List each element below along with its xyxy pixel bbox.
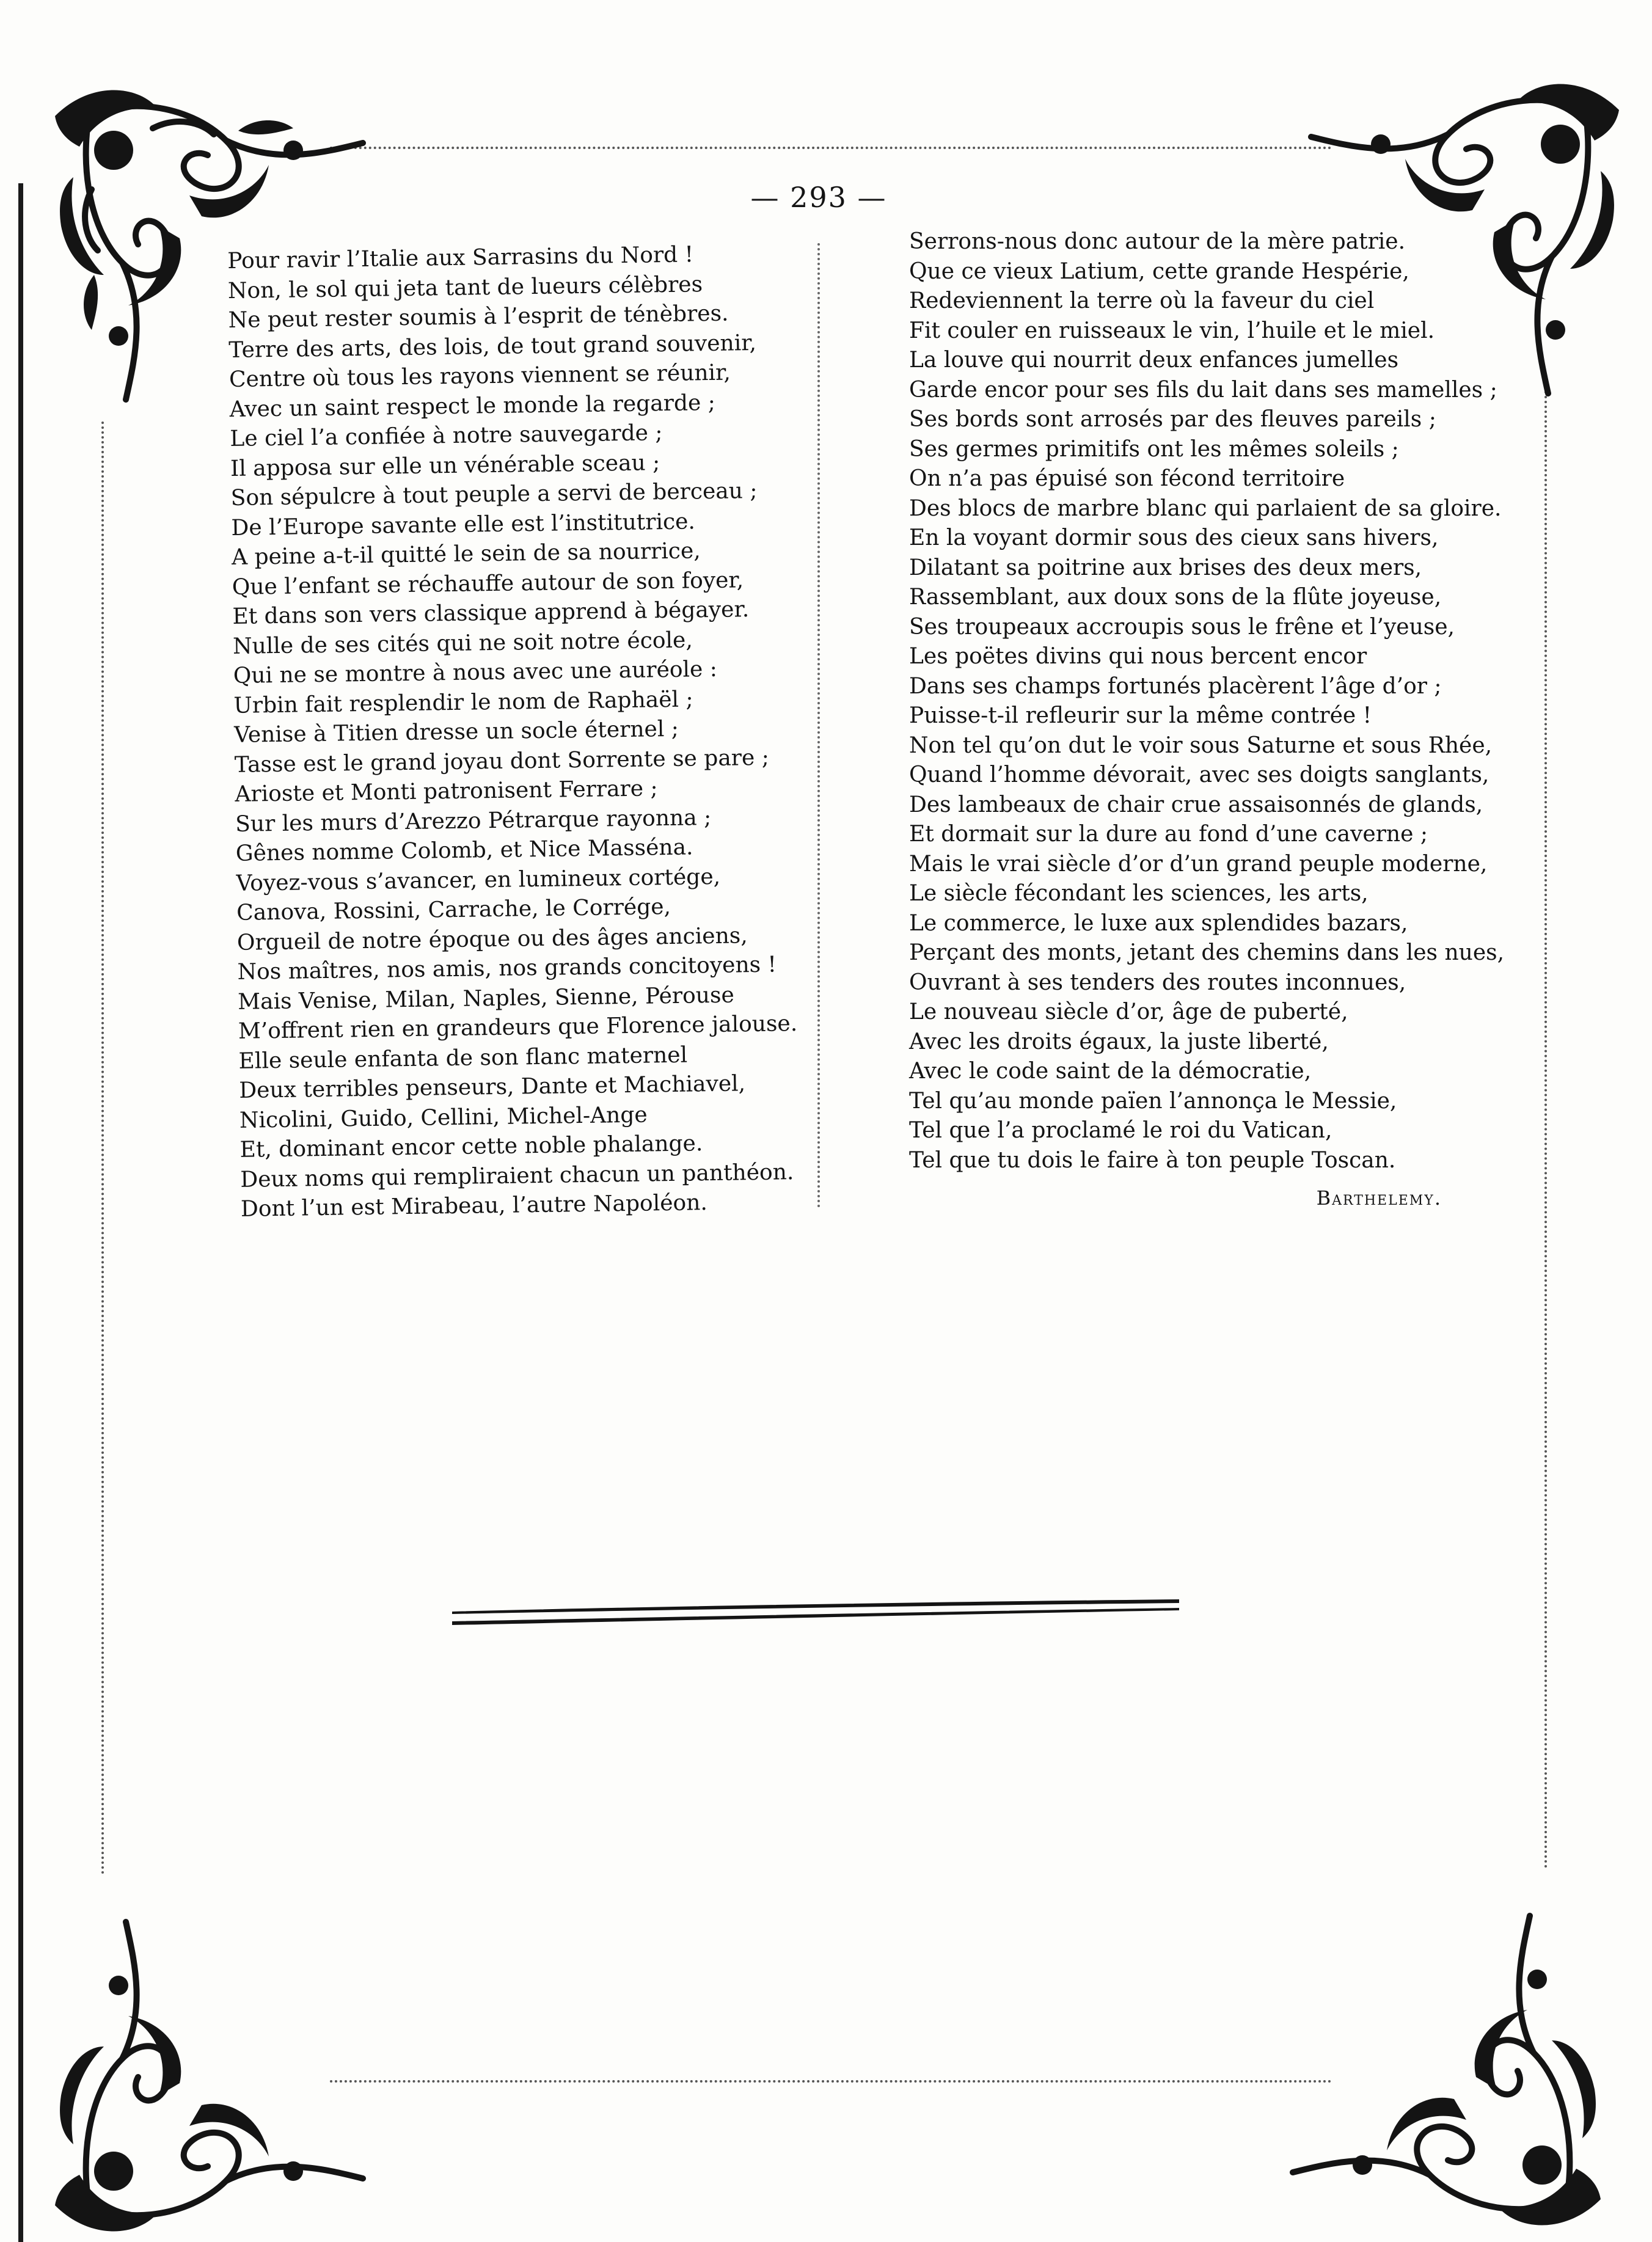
verse-line: A peine a-t-il quitté le sein de sa nourrice, [231,538,701,570]
verse-line: Ne peut rester soumis à l’esprit de ténèbres. [228,301,729,333]
verse-line: Dilatant sa poitrine aux brises des deux mers, [909,555,1422,580]
verse-line: Nulle de ses cités qui ne soit notre école, [232,627,693,659]
verse-line: On n’a pas épuisé son fécond territoire [909,466,1345,491]
frame-border-left [101,422,104,1875]
verse-line: Tasse est le grand joyau dont Sorrente se pare ; [234,745,770,778]
corner-ornament-icon [43,1900,385,2242]
verse-line: Que ce vieux Latium, cette grande Hespérie, [909,258,1409,284]
double-swell-rule-icon [452,1598,1179,1626]
verse-line: Son sépulcre à tout peuple a servi de berceau ; [230,478,758,511]
verse-line: Mais le vrai siècle d’or d’un grand peuple moderne, [909,851,1488,877]
frame-border-top [330,147,1332,149]
verse-line: Canova, Rossini, Carrache, le Corrége, [236,894,671,926]
verse-line: Le commerce, le luxe aux splendides bazars, [909,910,1408,936]
verse-line: Rassemblant, aux doux sons de la flûte joyeuse, [909,585,1442,610]
verse-line: Ses bords sont arrosés par des fleuves pareils ; [909,407,1436,432]
column-divider [817,243,820,1208]
frame-border-right [1544,391,1547,1869]
verse-line: Ses troupeaux accroupis sous le frêne et l’yeuse, [909,614,1455,640]
poem-right-column [909,227,1505,1175]
verse-line: Avec les droits égaux, la juste liberté, [909,1029,1329,1054]
verse-line: Il apposa sur elle un vénérable sceau ; [230,450,660,481]
verse-line: Serrons-nous donc autour de la mère patrie. [909,229,1406,254]
verse-line: Que l’enfant se réchauffe autour de son foyer, [232,567,744,600]
verse-line: Tel qu’au monde païen l’annonça le Messie, [909,1088,1397,1114]
corner-ornament-icon [1271,1894,1613,2236]
verse-line: La louve qui nourrit deux enfances jumelles [909,348,1399,373]
verse-line: Ses germes primitifs ont les mêmes soleils ; [909,436,1399,462]
verse-line: Les poëtes divins qui nous bercent encor [909,644,1367,669]
verse-line: Terre des arts, des lois, de tout grand souvenir, [228,330,757,363]
verse-line: Voyez-vous s’avancer, en lumineux cortége, [236,864,721,896]
verse-line: Sur les murs d’Arezzo Pétrarque rayonna ; [235,805,712,837]
verse-line: Des lambeaux de chair crue assaisonnés de glands, [909,792,1483,817]
verse-line: Deux noms qui rempliraient chacun un panthéon. [240,1159,794,1192]
verse-line: Et dormait sur la dure au fond d’une caverne ; [909,822,1428,847]
verse-line: Garde encor pour ses fils du lait dans ses mamelles ; [909,377,1497,403]
verse-line: Pour ravir l’Italie aux Sarrasins du Nord ! [227,242,694,274]
verse-line: Nicolini, Guido, Cellini, Michel-Ange [239,1102,648,1133]
verse-line: En la voyant dormir sous des cieux sans hivers, [909,525,1439,550]
verse-line: Quand l’homme dévorait, avec ses doigts sanglants, [909,762,1489,787]
verse-line: Perçant des monts, jetant des chemins dans les nues, [909,940,1505,965]
verse-line: Avec le code saint de la démocratie, [909,1059,1312,1084]
binding-edge [18,183,23,2242]
verse-line: De l’Europe savante elle est l’institutrice. [231,508,696,541]
verse-line: Arioste et Monti patronisent Ferrare ; [235,776,658,807]
verse-line: Le ciel l’a confiée à notre sauvegarde ; [230,420,663,451]
verse-line: Qui ne se montre à nous avec une auréole : [233,656,718,688]
verse-line: Elle seule enfanta de son flanc maternel [238,1042,688,1074]
verse-line: Deux terribles penseurs, Dante et Machiavel, [239,1071,746,1103]
verse-line: Non tel qu’on dut le voir sous Saturne et sous Rhée, [909,732,1493,758]
verse-line: Et dans son vers classique apprend à bégayer. [232,597,750,629]
poem-left-column [227,239,798,1224]
verse-line: Le siècle fécondant les sciences, les arts, [909,881,1369,906]
verse-line: Centre où tous les rayons viennent se réunir, [228,360,731,392]
verse-line: Non, le sol qui jeta tant de lueurs célèbres [227,271,703,304]
verse-line: Le nouveau siècle d’or, âge de puberté, [909,999,1348,1024]
verse-line: Dans ses champs fortunés placèrent l’âge d’or ; [909,673,1442,699]
verse-line: Fit couler en ruisseaux le vin, l’huile et le miel. [909,318,1435,343]
verse-line: Dont l’un est Mirabeau, l’autre Napoléon. [240,1190,708,1222]
verse-line: Mais Venise, Milan, Naples, Sienne, Pérouse [237,982,734,1015]
verse-line: Nos maîtres, nos amis, nos grands concitoyens ! [237,952,777,985]
frame-border-bottom [330,2080,1332,2083]
verse-line: Et, dominant encor cette noble phalange. [239,1131,703,1163]
verse-line: Puisse-t-il refleurir sur la même contrée ! [909,703,1372,728]
verse-line: Venise à Titien dresse un socle éternel ; [233,716,679,748]
verse-line: Gênes nomme Colomb, et Nice Masséna. [235,834,693,866]
verse-line: M’offrent rien en grandeurs que Florence jalouse. [238,1011,798,1044]
verse-line: Redeviennent la terre où la faveur du ciel [909,288,1375,313]
author-signature: Barthelemy. [1316,1186,1442,1210]
verse-line: Tel que l’a proclamé le roi du Vatican, [909,1118,1332,1143]
verse-line: Tel que tu dois le faire à ton peuple Toscan. [909,1147,1396,1173]
page-number: — 293 — [750,181,887,214]
verse-line: Des blocs de marbre blanc qui parlaient de sa gloire. [909,495,1502,521]
verse-line: Ouvrant à ses tenders des routes inconnues, [909,969,1406,995]
verse-line: Avec un saint respect le monde la regarde ; [229,390,716,422]
verse-line: Orgueil de notre époque ou des âges anciens, [236,922,748,955]
verse-line: Urbin fait resplendir le nom de Raphaël ; [233,686,693,718]
